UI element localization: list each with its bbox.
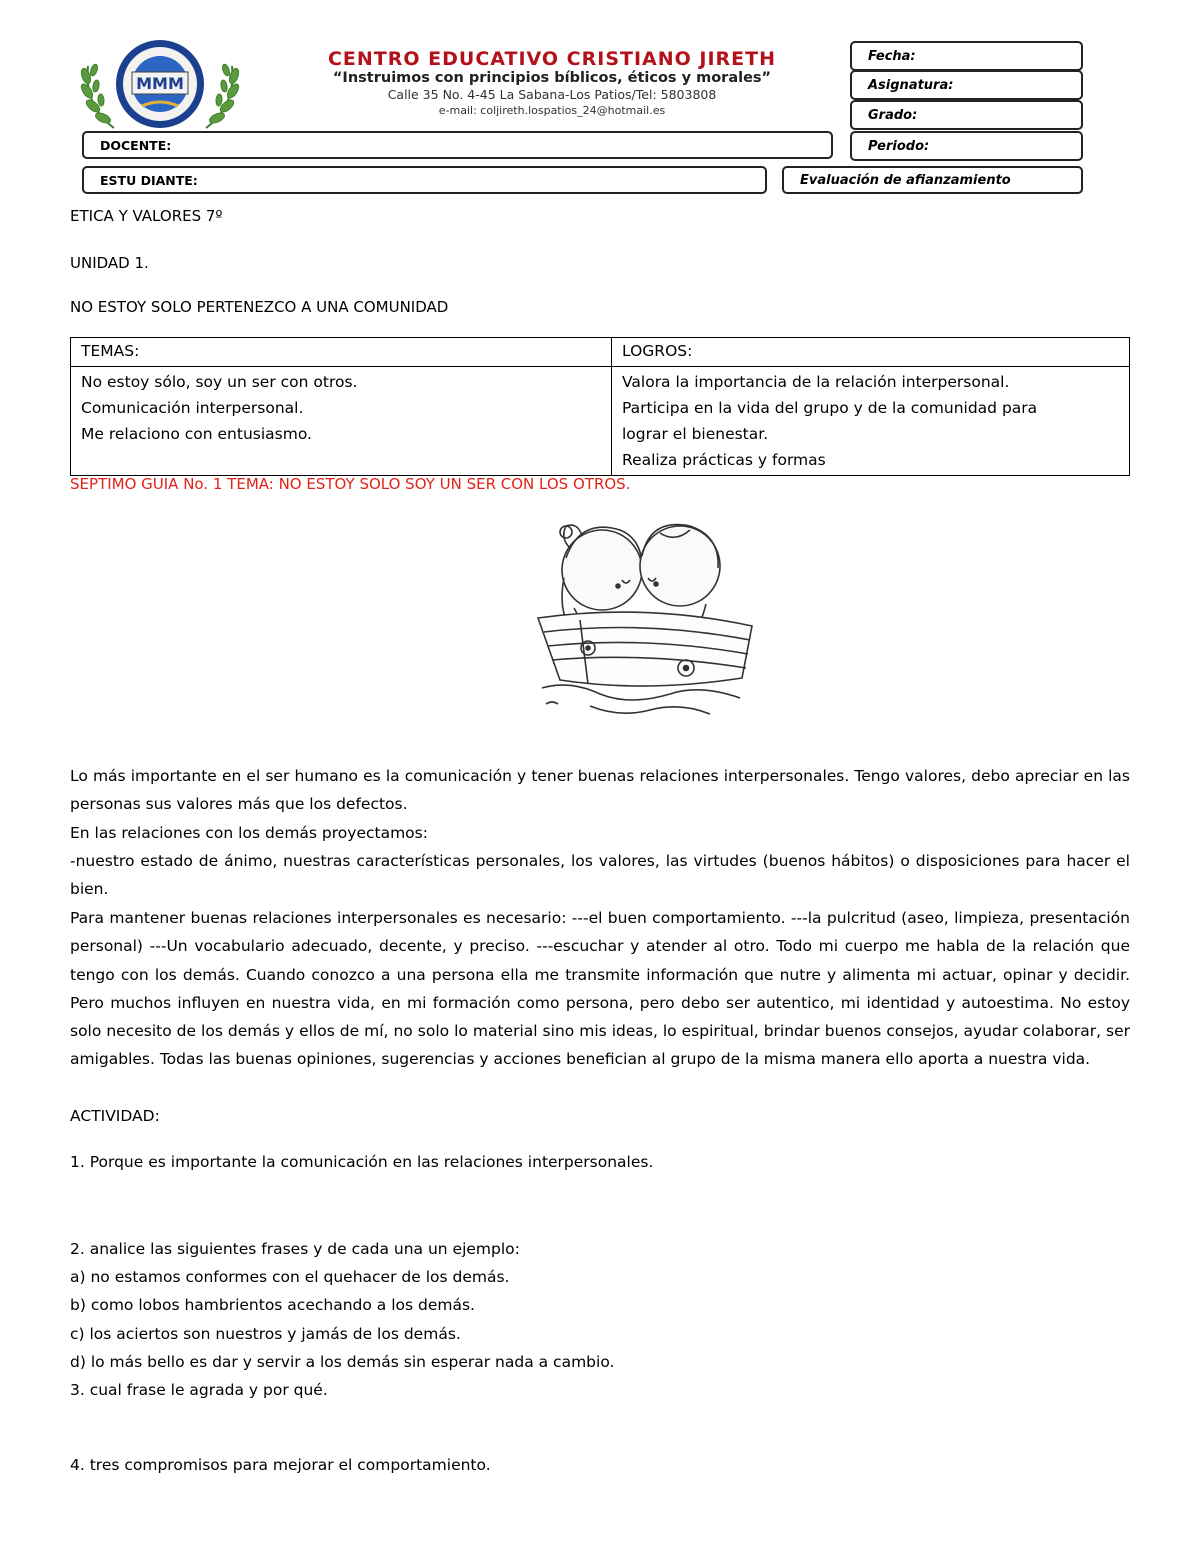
phrase-d: d) lo más bello es dar y servir a los demás sin esperar nada a cambio. [70,1353,615,1371]
question-4: 4. tres compromisos para mejorar el comportamiento. [70,1456,491,1474]
periodo-label: Periodo: [868,138,930,154]
tema-item: Comunicación interpersonal. [81,399,304,417]
children-boat-illustration [530,508,760,730]
periodo-field[interactable] [850,131,1083,161]
fecha-label: Fecha: [868,48,916,64]
paragraph-4: Para mantener buenas relaciones interpersonales es necesario: ---el buen comportamiento. ---la pulcritud (aseo, limpieza, presentación personal) ---Un vocabulario adecuado, decente, y preciso. ---escuchar y atender al otro. Todo mi cuerpo me habla de la relación que tengo con los demás. Cuando conozco a una persona ella me transmite información que nutre y alimenta mi actuar, opinar y decidir. Pero muchos influyen en nuestra vida, en mi formación como persona, pero debo ser autentico, mi identidad y autoestima. No estoy solo necesito de los demás y ellos de mí, no solo lo material sino mis ideas, lo espiritual, brindar buenos consejos, ayudar colaborar, ser amigables. Todas las buenas opiniones, sugerencias y acciones benefician al grupo de la misma manera ello aporta a nuestra vida. [70,909,1130,1069]
fecha-field[interactable] [850,41,1083,71]
question-3: 3. cual frase le agrada y por qué. [70,1381,328,1399]
estudiante-label: ESTU DIANTE: [100,172,198,188]
phrase-b: b) como lobos hambrientos acechando a los demás. [70,1296,475,1314]
logros-cell [612,367,1130,476]
grado-label: Grado: [868,107,918,123]
school-address: Calle 35 No. 4-45 La Sabana-Los Patios/Tel: 5803808 [387,87,717,102]
table-header-row [71,338,1130,367]
evaluacion-box [782,166,1083,194]
logro-item: Valora la importancia de la relación interpersonal. [622,373,1010,391]
docente-field[interactable] [82,131,833,159]
paragraph-3: -nuestro estado de ánimo, nuestras características personales, los valores, las virtudes (buenos hábitos) o disposiciones para hacer el bien. [70,852,1130,899]
unit-number: UNIDAD 1. [70,254,149,272]
evaluacion-label: Evaluación de afianzamiento [800,172,1011,188]
temas-header: TEMAS: [71,338,612,367]
temas-logros-table [70,337,1130,476]
unit-title: NO ESTOY SOLO PERTENEZCO A UNA COMUNIDAD [70,298,449,316]
docente-label: DOCENTE: [100,137,172,153]
logro-item: Participa en la vida del grupo y de la comunidad para [622,399,1038,417]
phrase-a: a) no estamos conformes con el quehacer de los demás. [70,1268,510,1286]
table-row [71,367,1130,476]
activity-label: ACTIVIDAD: [70,1107,160,1125]
paragraph-2: En las relaciones con los demás proyectamos: [70,824,428,842]
logo-letters: MMM [136,74,184,93]
grado-field[interactable] [850,100,1083,130]
tema-item: No estoy sólo, soy un ser con otros. [81,373,358,391]
tema-item: Me relaciono con entusiasmo. [81,425,312,443]
logro-item: lograr el bienestar. [622,425,769,443]
school-logo [74,36,246,136]
subject-title: ETICA Y VALORES 7º [70,207,223,225]
question-2: 2. analice las siguientes frases y de cada una un ejemplo: [70,1240,520,1258]
logros-header: LOGROS: [612,338,1130,367]
school-motto: “Instruimos con principios bíblicos, éticos y morales” [332,70,772,86]
question-1: 1. Porque es importante la comunicación en las relaciones interpersonales. [70,1153,654,1171]
estudiante-field[interactable] [82,166,767,194]
school-name: CENTRO EDUCATIVO CRISTIANO JIRETH [327,48,777,70]
asignatura-label: Asignatura: [868,77,954,93]
school-email: e-mail: coljireth.lospatios_24@hotmail.es [438,104,666,117]
logro-item: Realiza prácticas y formas [622,451,826,469]
paragraph-1: Lo más importante en el ser humano es la comunicación y tener buenas relaciones interpersonales. Tengo valores, debo apreciar en las personas sus valores más que los defectos. [70,767,1130,814]
guide-title: SEPTIMO GUIA No. 1 TEMA: NO ESTOY SOLO SOY UN SER CON LOS OTROS. [70,475,631,493]
temas-cell [71,367,612,476]
phrase-c: c) los aciertos son nuestros y jamás de los demás. [70,1325,461,1343]
asignatura-field[interactable] [850,70,1083,100]
